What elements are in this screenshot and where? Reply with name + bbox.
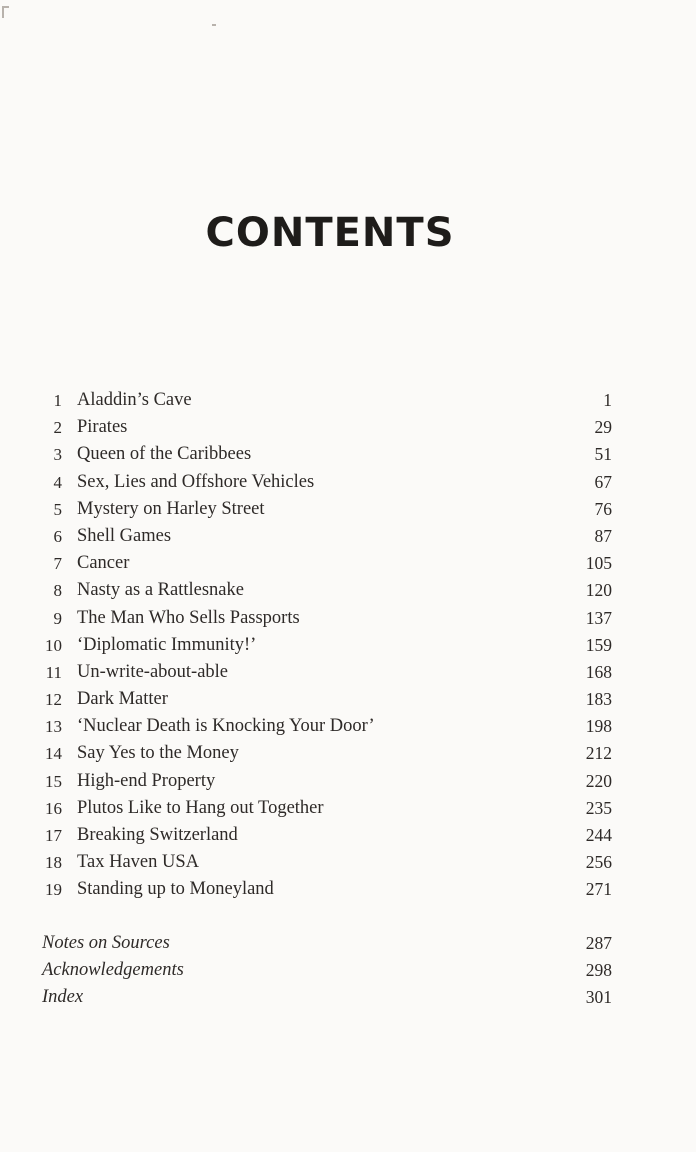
backmatter-entry[interactable] — [0, 957, 696, 984]
chapter-title: Pirates — [77, 417, 128, 438]
page-number: 168 — [585, 661, 612, 682]
chapter-title: Say Yes to the Money — [77, 743, 239, 764]
toc-entry[interactable] — [0, 414, 696, 441]
backmatter-entry[interactable] — [0, 930, 696, 957]
chapter-title: Sex, Lies and Offshore Vehicles — [77, 471, 315, 492]
chapter-title: ‘Diplomatic Immunity!’ — [77, 634, 257, 655]
chapter-number: 5 — [53, 499, 62, 519]
chapter-number: 13 — [45, 717, 62, 737]
page-number: 67 — [594, 471, 612, 492]
toc-entry[interactable] — [0, 849, 696, 876]
chapter-number: 11 — [45, 662, 62, 682]
page-number: 137 — [585, 607, 612, 628]
toc-entry[interactable] — [0, 577, 696, 604]
toc-entry[interactable] — [0, 795, 696, 822]
chapter-title: Nasty as a Rattlesnake — [77, 580, 244, 601]
page-number: 76 — [594, 498, 612, 519]
page-number: 29 — [594, 417, 612, 438]
toc-entry[interactable] — [0, 876, 696, 903]
chapter-title: Mystery on Harley Street — [77, 498, 265, 519]
backmatter-list — [0, 930, 696, 1012]
page-number: 301 — [585, 987, 612, 1008]
page-number: 212 — [585, 743, 612, 764]
backmatter-title: Notes on Sources — [42, 933, 170, 953]
page-corner-mark-tail — [2, 6, 4, 18]
toc-entry[interactable] — [0, 605, 696, 632]
toc-entry[interactable] — [0, 632, 696, 659]
chapter-title: Un-write-about-able — [77, 661, 229, 682]
chapter-title: Queen of the Caribbees — [77, 444, 252, 465]
toc-entry[interactable] — [0, 387, 696, 414]
chapter-number: 16 — [45, 798, 62, 818]
page-number: 298 — [585, 960, 612, 981]
chapter-title: Dark Matter — [77, 689, 168, 710]
page-number: 105 — [585, 553, 612, 574]
page-number: 1 — [603, 390, 612, 410]
toc-entry[interactable] — [0, 469, 696, 496]
page-number: 87 — [594, 525, 612, 546]
page-number: 244 — [585, 825, 612, 845]
page-title: CONTENTS — [205, 210, 455, 256]
page-number: 183 — [585, 689, 612, 710]
page-number: 51 — [594, 444, 612, 465]
page-number: 235 — [585, 797, 612, 818]
chapter-title: High-end Property — [77, 770, 216, 791]
page-number: 120 — [585, 580, 612, 601]
page-number: 198 — [585, 716, 612, 737]
toc-entry[interactable] — [0, 441, 696, 468]
chapter-number: 3 — [53, 445, 62, 465]
chapter-number: 18 — [45, 853, 62, 873]
toc-entry[interactable] — [0, 740, 696, 767]
toc-entry[interactable] — [0, 713, 696, 740]
chapter-number: 19 — [45, 880, 62, 900]
chapter-title: Breaking Switzerland — [77, 825, 238, 845]
chapter-number: 17 — [45, 826, 62, 845]
toc-entry[interactable] — [0, 659, 696, 686]
page-speck — [212, 24, 216, 26]
toc-entry[interactable] — [0, 686, 696, 713]
chapter-title: Tax Haven USA — [77, 852, 200, 873]
toc-entry[interactable] — [0, 550, 696, 577]
toc-entry[interactable] — [0, 496, 696, 523]
backmatter-title: Acknowledgements — [42, 960, 184, 981]
chapter-title: Plutos Like to Hang out Together — [77, 797, 324, 818]
page-number: 271 — [585, 879, 612, 900]
toc-entry[interactable] — [0, 822, 696, 849]
chapter-number: 6 — [53, 526, 62, 546]
toc-entry[interactable] — [0, 523, 696, 550]
chapter-number: 8 — [53, 581, 62, 601]
chapter-title: Cancer — [77, 553, 130, 574]
page-number: 256 — [585, 852, 612, 873]
backmatter-title: Index — [42, 987, 84, 1008]
chapter-number: 9 — [53, 608, 62, 628]
chapter-number: 4 — [53, 472, 62, 492]
backmatter-entry[interactable] — [0, 984, 696, 1011]
chapter-title: Standing up to Moneyland — [77, 879, 274, 900]
page-number: 287 — [585, 933, 612, 953]
chapter-number: 14 — [45, 744, 62, 764]
page-number: 159 — [585, 634, 612, 655]
chapter-number: 10 — [45, 635, 62, 655]
chapter-title: Shell Games — [77, 525, 172, 546]
toc-entry[interactable] — [0, 768, 696, 795]
page-number: 220 — [585, 770, 612, 791]
chapter-title: Aladdin’s Cave — [77, 390, 192, 410]
chapter-number: 1 — [53, 391, 62, 410]
chapter-number: 15 — [45, 771, 62, 791]
chapter-list — [0, 387, 696, 904]
chapter-number: 12 — [45, 690, 62, 710]
chapter-title: The Man Who Sells Passports — [77, 607, 300, 628]
chapter-title: ‘Nuclear Death is Knocking Your Door’ — [77, 716, 375, 737]
chapter-number: 2 — [53, 418, 62, 438]
chapter-number: 7 — [53, 554, 62, 574]
